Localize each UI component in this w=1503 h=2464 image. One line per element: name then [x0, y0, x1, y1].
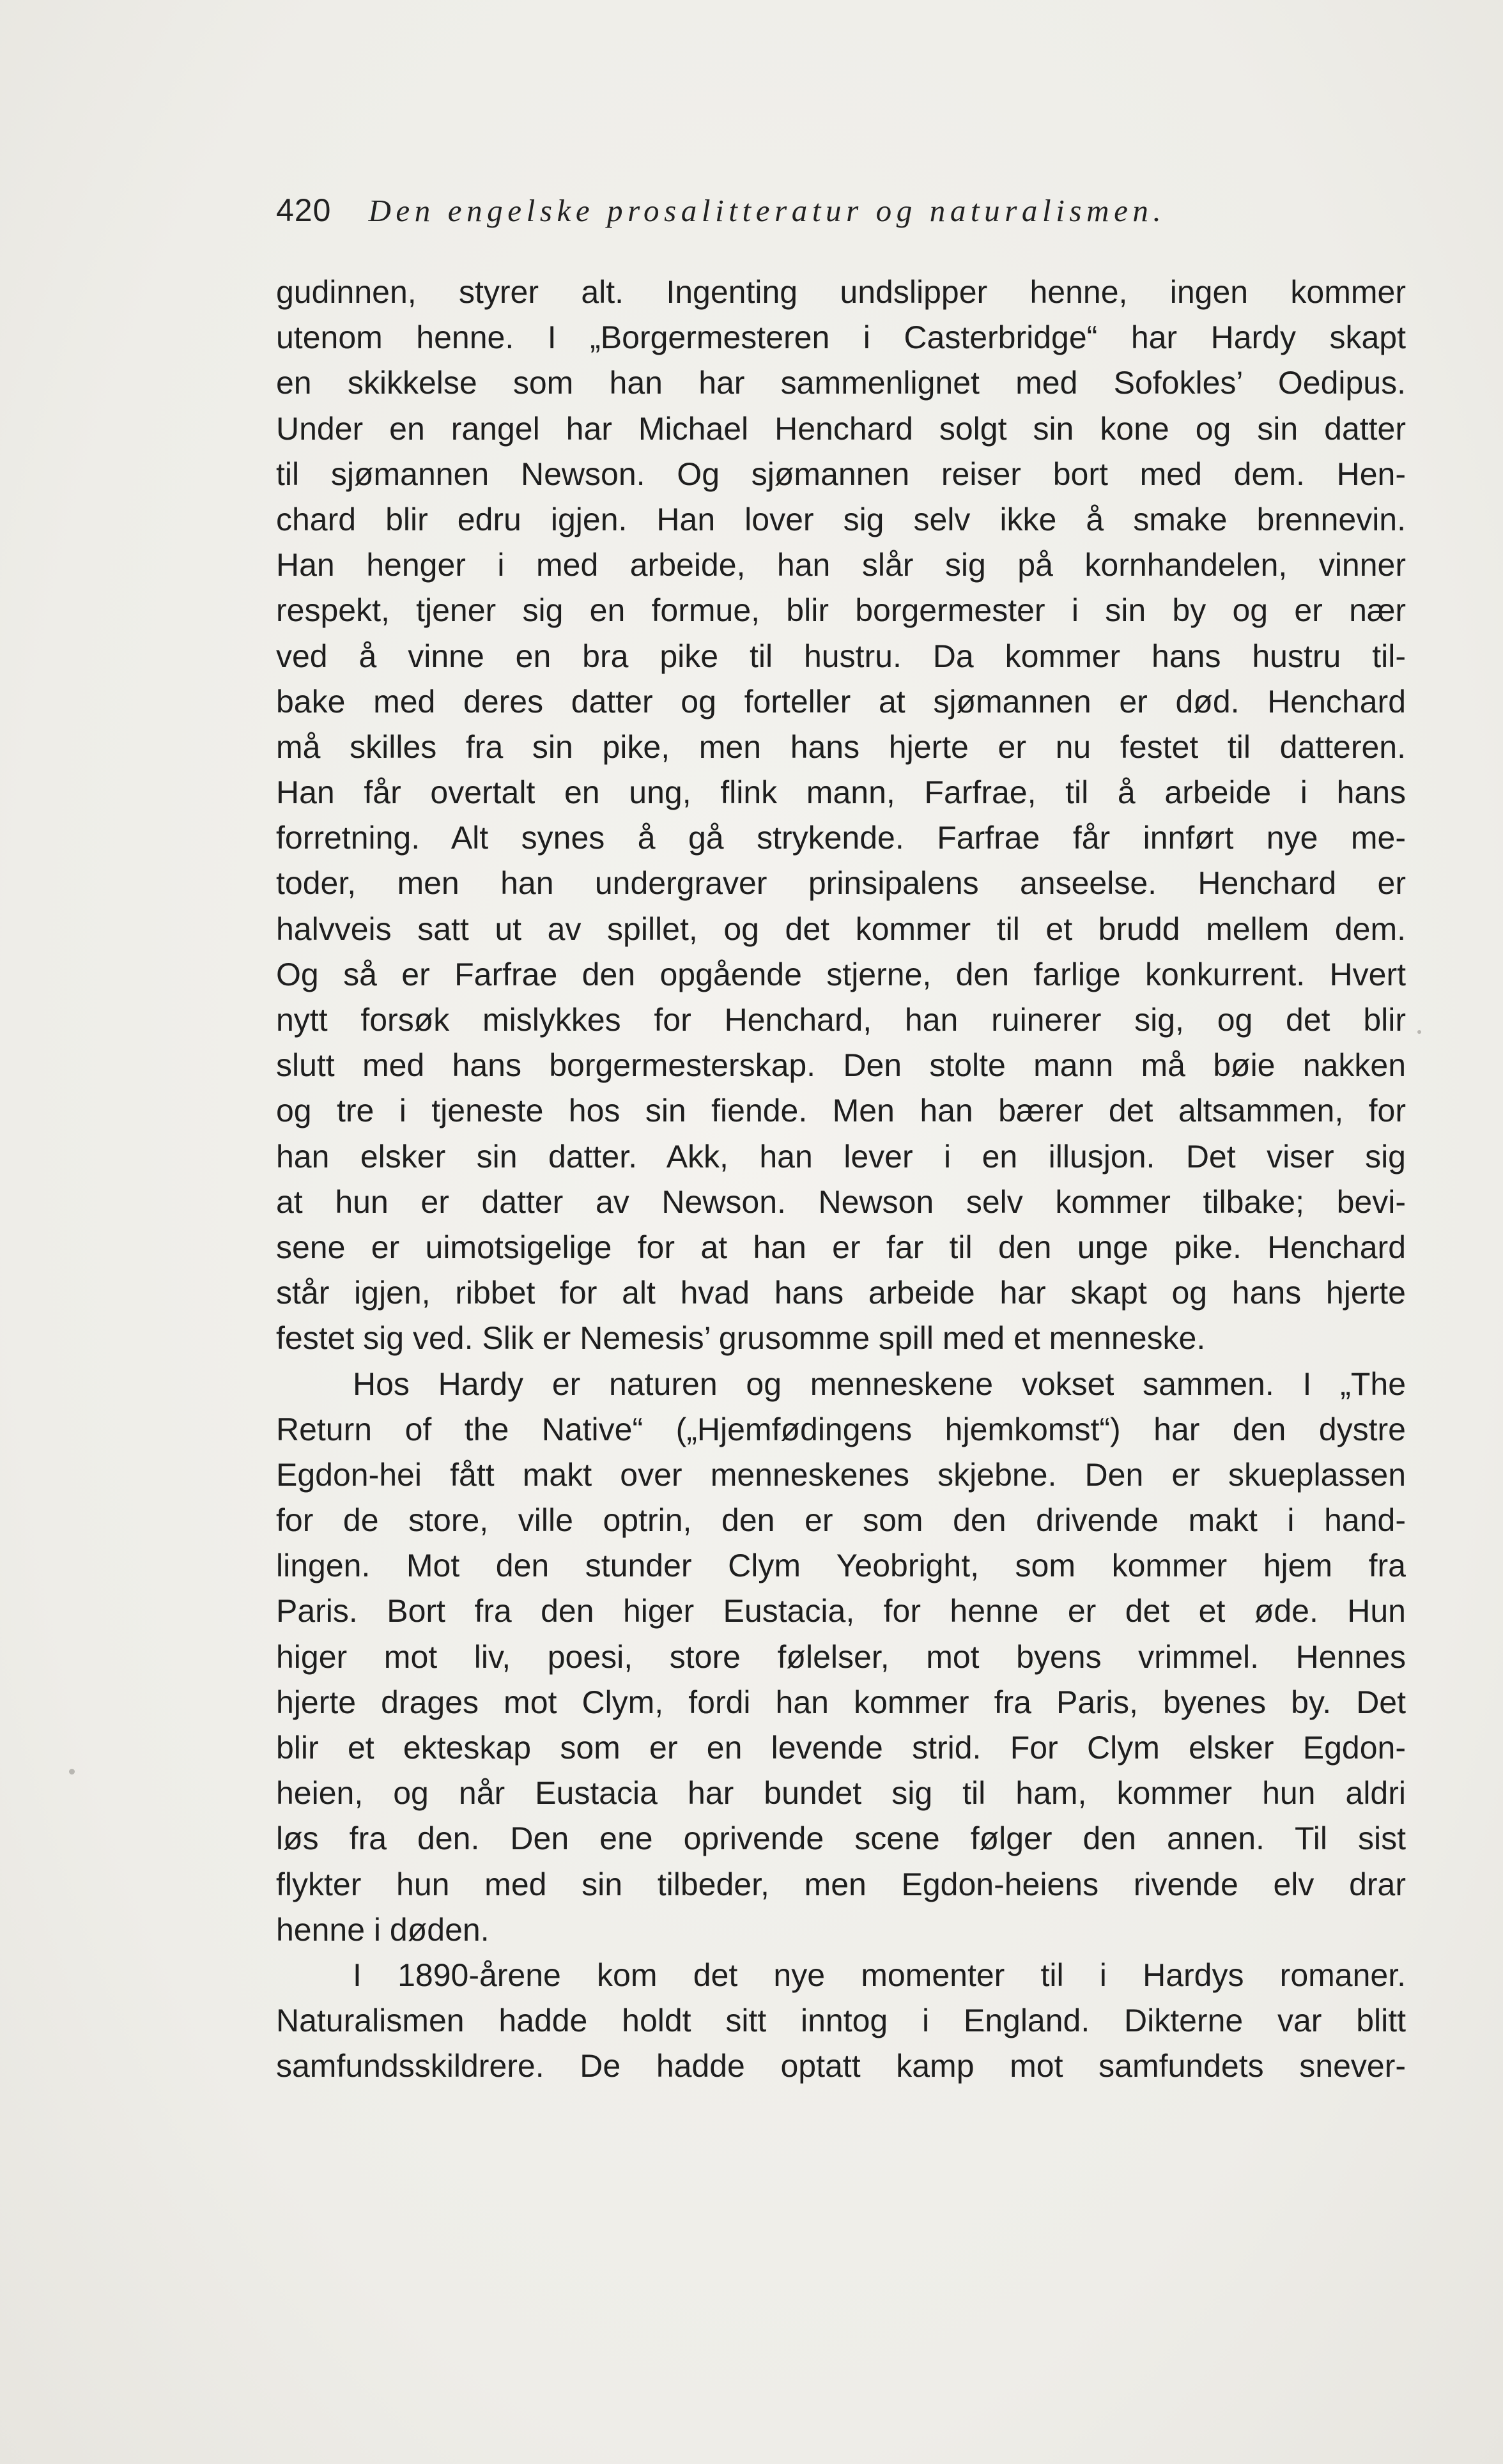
text-line: sene er uimotsigelige for at han er far til den unge pike. Henchard: [276, 1229, 1406, 1265]
text-line: higer mot liv, poesi, store følelser, mot byens vrimmel. Hennes: [276, 1638, 1406, 1675]
text-line: Han henger i med arbeide, han slår sig på kornhandelen, vinner: [276, 547, 1406, 583]
text-line: bake med deres datter og forteller at sjømannen er død. Henchard: [276, 683, 1406, 720]
text-line: og tre i tjeneste hos sin fiende. Men han bærer det altsammen, for: [276, 1093, 1406, 1129]
text-line: løs fra den. Den ene oprivende scene følger den annen. Til sist: [276, 1821, 1406, 1857]
text-line: forretning. Alt synes å gå strykende. Farfrae får innført nye me-: [276, 820, 1406, 856]
text-line: samfundsskildrere. De hadde optatt kamp mot samfundets snever-: [276, 2048, 1406, 2084]
text-line: Han får overtalt en ung, flink mann, Farfrae, til å arbeide i hans: [276, 774, 1406, 811]
text-line: toder, men han undergraver prinsipalens anseelse. Henchard er: [276, 865, 1406, 902]
paper-speck: [1417, 1030, 1421, 1034]
text-line: slutt med hans borgermesterskap. Den stolte mann må bøie nakken: [276, 1047, 1406, 1084]
text-line: blir et ekteskap som er en levende strid. For Clym elsker Egdon-: [276, 1730, 1406, 1766]
text-line: flykter hun med sin tilbeder, men Egdon-heiens rivende elv drar: [276, 1866, 1406, 1902]
text-line: gudinnen, styrer alt. Ingenting undslipper henne, ingen kommer: [276, 274, 1406, 310]
text-line: for de store, ville optrin, den er som den drivende makt i hand-: [276, 1502, 1406, 1539]
text-line: nytt forsøk mislykkes for Henchard, han ruinerer sig, og det blir: [276, 1002, 1406, 1038]
text-line: lingen. Mot den stunder Clym Yeobright, som kommer hjem fra: [276, 1548, 1406, 1584]
text-line: I 1890-årene kom det nye momenter til i Hardys romaner.: [353, 1957, 1406, 1993]
text-line: heien, og når Eustacia har bundet sig til ham, kommer hun aldri: [276, 1775, 1406, 1812]
text-line: står igjen, ribbet for alt hvad hans arbeide har skapt og hans hjerte: [276, 1275, 1406, 1311]
text-line: Og så er Farfrae den opgående stjerne, den farlige konkurrent. Hvert: [276, 956, 1406, 992]
text-line: utenom henne. I „Borgermesteren i Casterbridge“ har Hardy skapt: [276, 320, 1406, 356]
text-line: Under en rangel har Michael Henchard solgt sin kone og sin datter: [276, 410, 1406, 447]
text-line: respekt, tjener sig en formue, blir borgermester i sin by og er nær: [276, 592, 1406, 629]
body-text: [276, 270, 1406, 2090]
page-number: 420: [276, 192, 332, 228]
text-line: Naturalismen hadde holdt sitt inntog i England. Dikterne var blitt: [276, 2003, 1406, 2039]
text-line: festet sig ved. Slik er Nemesis’ grusomme spill med et menneske.: [276, 1320, 1206, 1357]
paper-speck: [69, 1769, 75, 1775]
text-line: at hun er datter av Newson. Newson selv kommer tilbake; bevi-: [276, 1183, 1406, 1220]
text-line: henne i døden.: [276, 1911, 489, 1948]
text-line: hjerte drages mot Clym, fordi han kommer fra Paris, byenes by. Det: [276, 1684, 1406, 1720]
running-title: Den engelske prosalitteratur og naturalismen.: [368, 193, 1166, 228]
text-line: må skilles fra sin pike, men hans hjerte er nu festet til datteren.: [276, 728, 1406, 765]
text-line: en skikkelse som han har sammenlignet med Sofokles’ Oedipus.: [276, 365, 1406, 401]
text-line: Paris. Bort fra den higer Eustacia, for henne er det et øde. Hun: [276, 1593, 1406, 1629]
text-line: chard blir edru igjen. Han lover sig selv ikke å smake brennevin.: [276, 501, 1406, 537]
text-line: til sjømannen Newson. Og sjømannen reiser bort med dem. Hen-: [276, 456, 1406, 492]
text-line: Egdon-hei fått makt over menneskenes skjebne. Den er skueplassen: [276, 1456, 1406, 1493]
text-line: han elsker sin datter. Akk, han lever i en illusjon. Det viser sig: [276, 1138, 1406, 1174]
text-line: Return of the Native“ („Hjemfødingens hjemkomst“) har den dystre: [276, 1411, 1406, 1447]
text-line: halvveis satt ut av spillet, og det kommer til et brudd mellem dem.: [276, 911, 1406, 947]
running-header: [276, 192, 1286, 243]
text-line: Hos Hardy er naturen og menneskene vokset sammen. I „The: [353, 1366, 1406, 1402]
text-line: ved å vinne en bra pike til hustru. Da kommer hans hustru til-: [276, 638, 1406, 674]
